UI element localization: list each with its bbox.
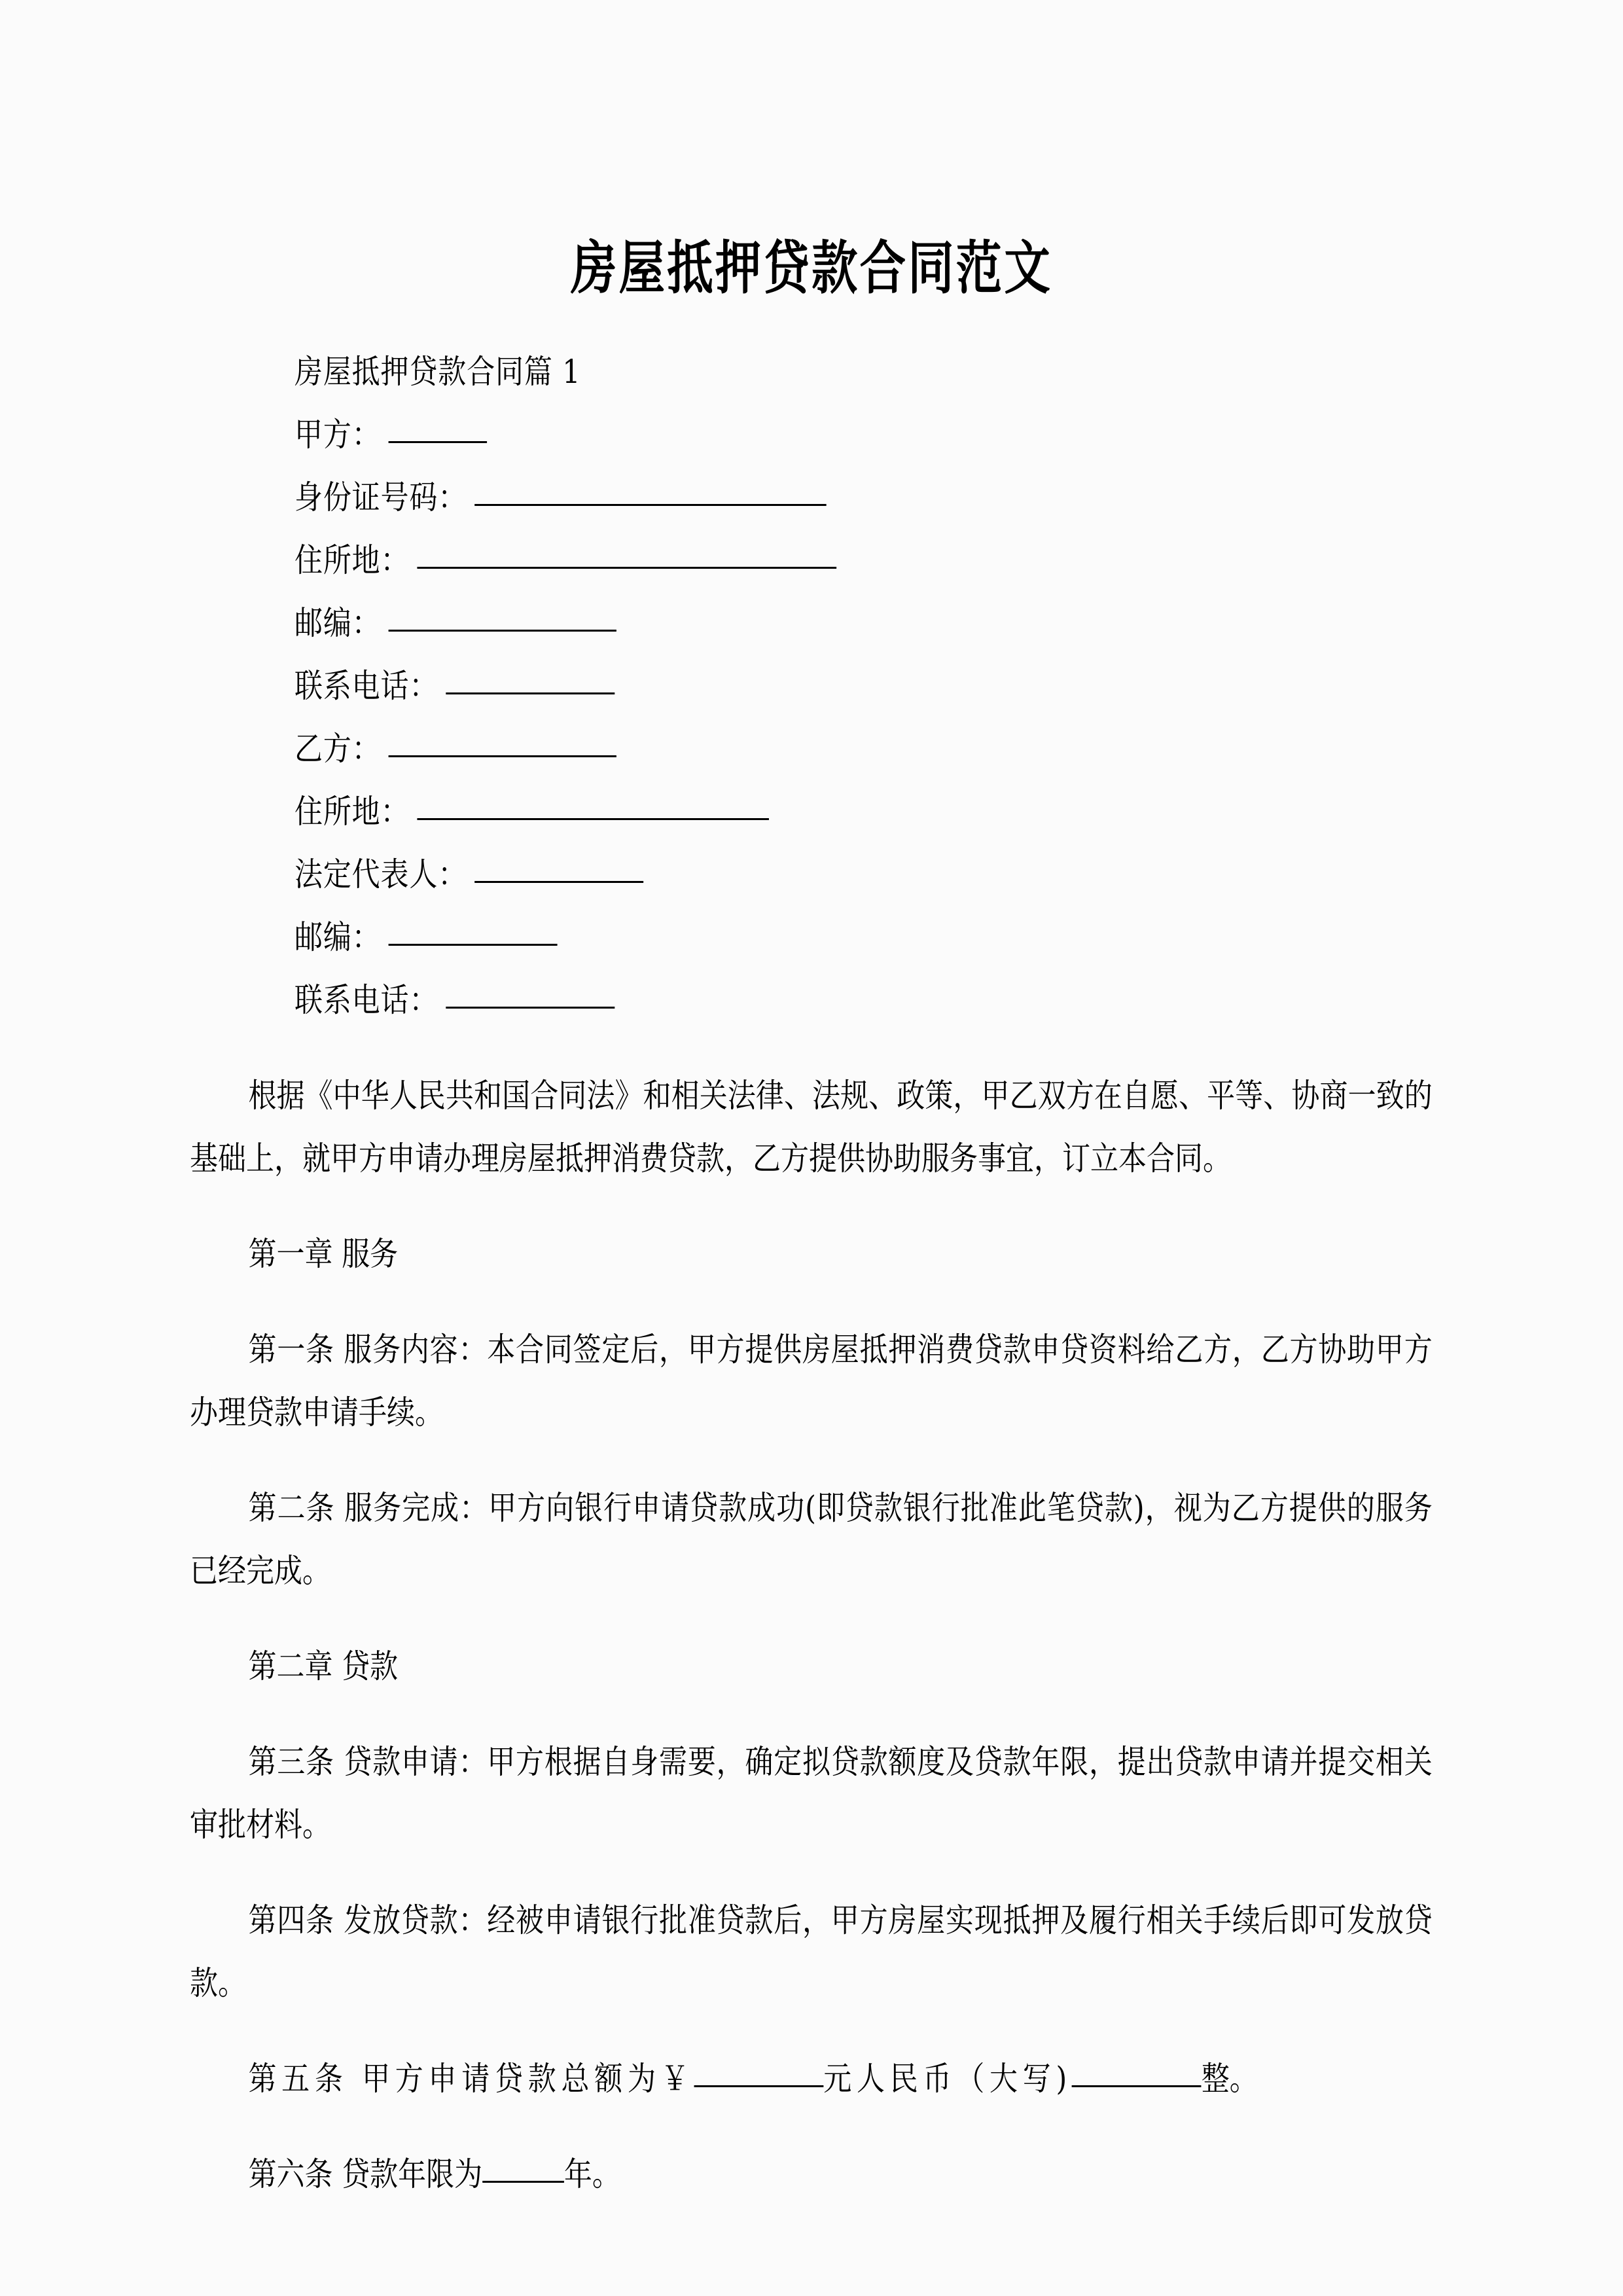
clause-5-text-part1: 第五条 甲方申请贷款总额为￥: [248, 2060, 694, 2098]
field-party-b-name: [190, 717, 1259, 780]
field-label: 邮编：: [294, 918, 381, 956]
field-party-a-phone: [190, 655, 1259, 717]
blank-line[interactable]: [389, 630, 616, 632]
blank-line-loan-term[interactable]: [482, 2181, 564, 2183]
field-label: 甲方：: [294, 416, 381, 454]
field-party-b-phone: [190, 969, 1259, 1031]
field-party-a-postcode: [190, 592, 1259, 655]
preamble-paragraph: 根据《中华人民共和国合同法》和相关法律、法规、政策，甲乙双方在自愿、平等、协商一致的基础上，就甲方申请办理房屋抵押消费贷款，乙方提供协助服务事宜，订立本合同。: [190, 1077, 1433, 1177]
clause-5-text-part3: 整。: [1201, 2060, 1258, 2098]
blank-line[interactable]: [446, 692, 615, 694]
field-party-a-id: [190, 466, 1259, 529]
clause-5-text-part2: 元人民币（大写): [823, 2060, 1072, 2098]
blank-line[interactable]: [474, 881, 643, 883]
field-label: 身份证号码：: [294, 478, 467, 516]
field-label: 法定代表人：: [294, 855, 467, 893]
blank-line[interactable]: [446, 1007, 615, 1009]
blank-line[interactable]: [474, 504, 827, 506]
section-subheading: 房屋抵押贷款合同篇 1: [294, 353, 581, 391]
chapter-heading-2: 第二章 贷款: [248, 1647, 399, 1685]
clause-4: 第四条 发放贷款：经被申请银行批准贷款后，甲方房屋实现抵押及履行相关手续后即可发放贷款。: [190, 1901, 1433, 2002]
field-label: 邮编：: [294, 604, 381, 642]
document-body: [190, 340, 1433, 2206]
blank-line-amount-digits[interactable]: [694, 2085, 823, 2087]
field-party-b-address: [190, 780, 1259, 843]
blank-line[interactable]: [417, 818, 768, 820]
blank-line-amount-words[interactable]: [1072, 2085, 1202, 2087]
clause-1: 第一条 服务内容：本合同签定后，甲方提供房屋抵押消费贷款申贷资料给乙方，乙方协助甲方办理贷款申请手续。: [190, 1331, 1433, 1431]
field-label: 住所地：: [294, 541, 410, 579]
clause-2: 第二条 服务完成：甲方向银行申请贷款成功(即贷款银行批准此笔贷款)，视为乙方提供的服务已经完成。: [190, 1489, 1433, 1590]
field-party-a-name: [190, 403, 1259, 466]
field-label: 乙方：: [294, 730, 381, 768]
blank-line[interactable]: [389, 441, 488, 443]
field-label: 住所地：: [294, 793, 410, 831]
field-party-b-postcode: [190, 906, 1259, 969]
clause-6-text-part1: 第六条 贷款年限为: [248, 2155, 483, 2193]
field-party-a-address: [190, 529, 1259, 592]
clause-3: 第三条 贷款申请：甲方根据自身需要，确定拟贷款额度及贷款年限，提出贷款申请并提交相关审批材料。: [190, 1743, 1433, 1844]
field-party-b-legal-rep: [190, 843, 1259, 906]
clause-6: [190, 2143, 1259, 2206]
clause-5: [190, 2047, 1433, 2110]
chapter-heading-1: 第一章 服务: [248, 1235, 399, 1273]
page-title: 房屋抵押贷款合同范文: [570, 234, 1052, 302]
field-label: 联系电话：: [294, 981, 438, 1019]
blank-line[interactable]: [389, 944, 558, 946]
blank-line[interactable]: [389, 755, 616, 757]
clause-6-text-part2: 年。: [563, 2155, 620, 2193]
blank-line[interactable]: [417, 567, 836, 569]
field-label: 联系电话：: [294, 667, 438, 705]
